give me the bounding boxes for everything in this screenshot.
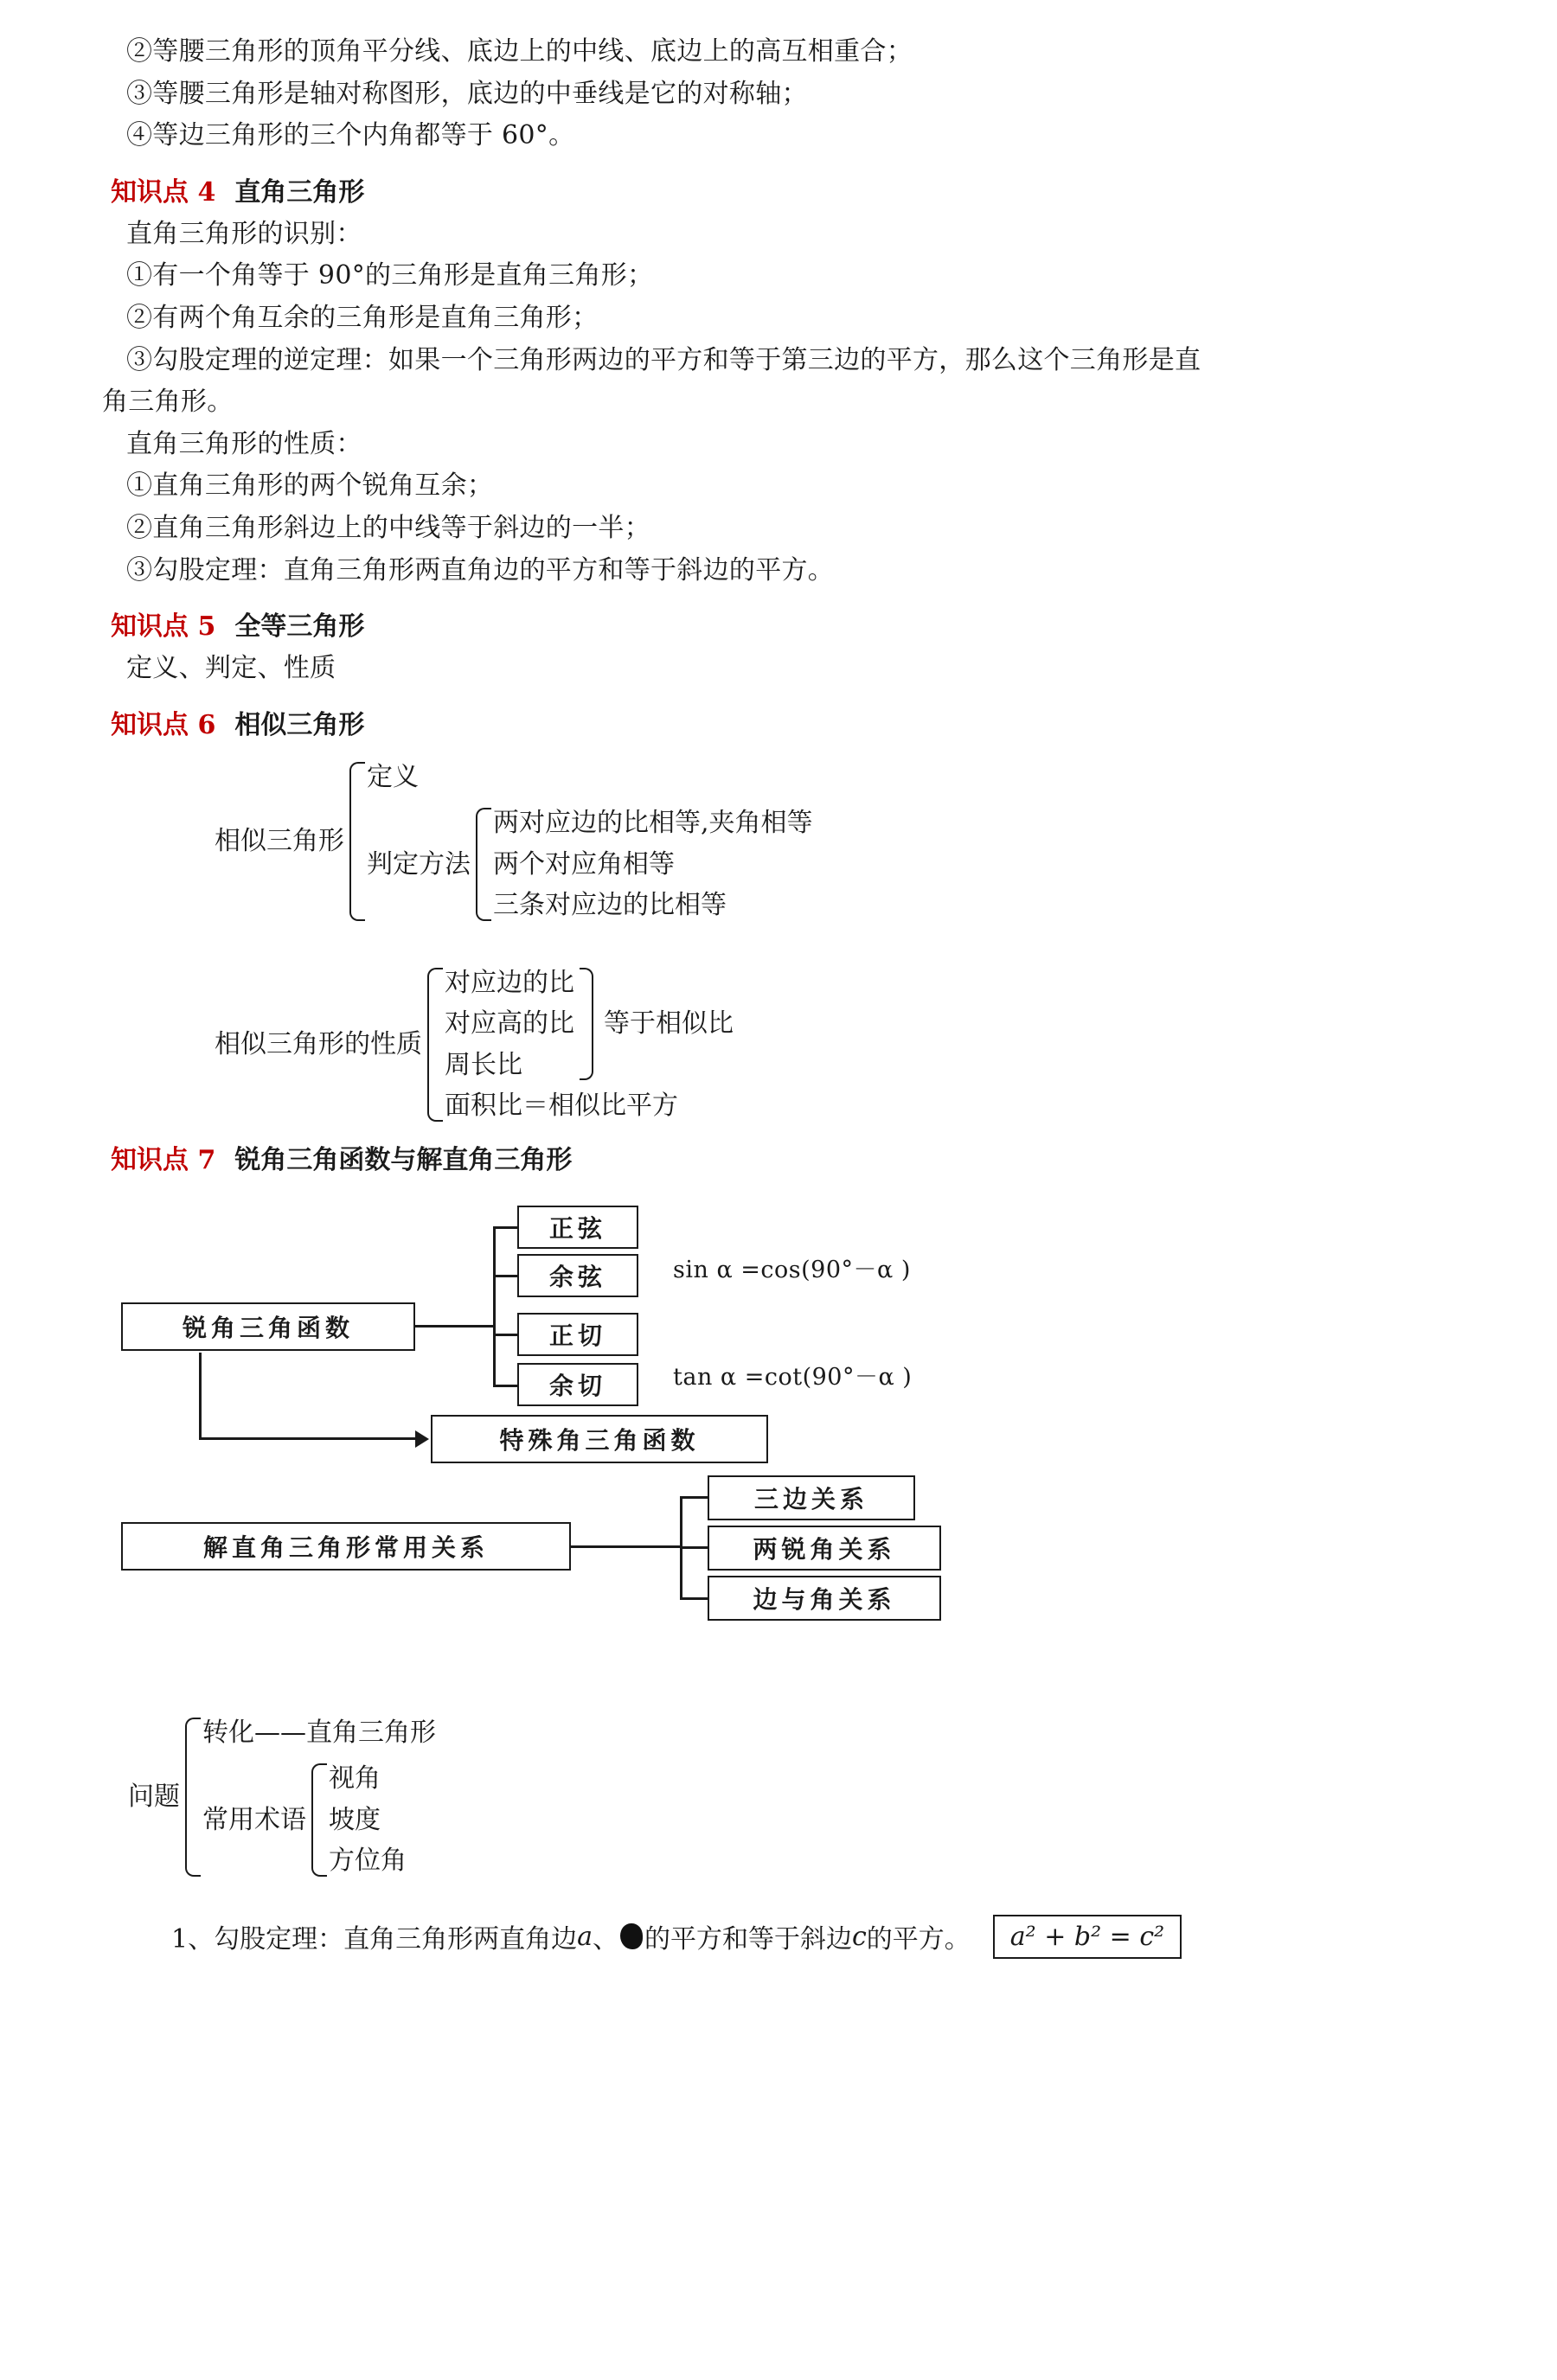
- body-line: ①有一个角等于 90°的三角形是直角三角形；: [126, 260, 654, 291]
- pythagorean-suffix: 的平方。: [866, 1924, 971, 1955]
- flow-node-solve-relations: 解直角三角形常用关系: [121, 1522, 571, 1571]
- kp4-title: 直角三角形: [234, 176, 365, 208]
- pythagorean-mid: 、: [592, 1924, 618, 1955]
- question-diagram: [102, 1714, 1455, 1880]
- flow-node-tangent: 正切: [517, 1313, 638, 1356]
- diagram-item: 两对应边的比相等,夹角相等: [493, 808, 813, 839]
- question-item: 方位角: [329, 1846, 407, 1877]
- kp6-title: 相似三角形: [234, 709, 365, 740]
- body-line: ②有两个角互余的三角形是直角三角形；: [126, 302, 599, 333]
- flow-node-side-angle: 边与角关系: [708, 1576, 941, 1621]
- flow-connector: [493, 1334, 519, 1336]
- flow-connector: [199, 1353, 202, 1439]
- flow-connector: [571, 1545, 682, 1548]
- variable-c: c: [851, 1921, 867, 1952]
- flow-node-sine: 正弦: [517, 1206, 638, 1249]
- flow-connector: [493, 1226, 496, 1387]
- flow-node-three-sides: 三边关系: [708, 1475, 915, 1520]
- section-heading-kp7: [102, 1141, 1455, 1180]
- pythagorean-line: [102, 1915, 1455, 1959]
- body-line: 定义、判定、性质: [126, 653, 336, 684]
- flow-node-cosine: 余弦: [517, 1254, 638, 1297]
- body-line: ②等腰三角形的顶角平分线、底边上的中线、底边上的高互相重合；: [126, 36, 913, 67]
- similar-triangle-properties-diagram: [102, 964, 1455, 1125]
- diagram-root-label: 相似三角形的性质: [215, 1028, 422, 1059]
- flow-node-root: 锐角三角函数: [121, 1302, 415, 1351]
- question-item: 转化——直角三角形: [202, 1717, 436, 1748]
- similar-triangle-diagram: [102, 758, 1455, 924]
- arrow-icon: [415, 1430, 429, 1448]
- brace-icon: [182, 1714, 201, 1880]
- section-heading-kp6: [102, 706, 1455, 745]
- brace-icon: [424, 964, 443, 1125]
- diagram-sub-label: 判定方法: [367, 848, 471, 880]
- diagram-item: 三条对应边的比相等: [493, 890, 727, 921]
- diagram-item: 面积比＝相似比平方: [445, 1091, 678, 1122]
- kp5-tag: 知识点 5: [111, 611, 216, 643]
- brace-icon: [308, 1760, 327, 1880]
- section-heading-kp4: [102, 173, 1455, 212]
- flow-connector: [415, 1325, 495, 1328]
- kp6-tag: 知识点 6: [111, 709, 216, 740]
- flow-connector: [680, 1597, 709, 1600]
- flow-connector: [493, 1385, 519, 1387]
- kp7-title: 锐角三角函数与解直角三角形: [234, 1144, 573, 1175]
- question-sub-label: 常用术语: [202, 1804, 306, 1835]
- formula-sine-cosine: sin α =cos(90°－α ): [673, 1256, 911, 1283]
- diagram-item: 定义: [367, 761, 419, 792]
- section-heading-kp5: [102, 607, 1455, 646]
- pythagorean-equation: a² + b² = c²: [993, 1915, 1182, 1959]
- flow-connector: [680, 1496, 709, 1499]
- diagram-item: 对应边的比: [445, 967, 574, 998]
- question-item: 视角: [329, 1763, 381, 1795]
- diagram-item: 对应高的比: [445, 1008, 574, 1040]
- brace-icon: [472, 804, 491, 924]
- flow-connector: [680, 1546, 709, 1549]
- kp5-title: 全等三角形: [234, 611, 365, 643]
- flow-node-special-angles: 特殊角三角函数: [431, 1415, 768, 1463]
- body-line: 直角三角形的识别：: [126, 218, 362, 249]
- brace-icon: [346, 758, 365, 924]
- kp7-tag: 知识点 7: [111, 1144, 216, 1175]
- brace-icon: [580, 964, 597, 1084]
- body-line: ④等边三角形的三个内角都等于 60°。: [126, 120, 575, 151]
- body-line: 直角三角形的性质：: [126, 428, 362, 459]
- flow-connector: [199, 1437, 417, 1440]
- flow-node-two-acute-angles: 两锐角关系: [708, 1526, 941, 1571]
- diagram-item: 两个对应角相等: [493, 848, 675, 880]
- formula-tangent-cotangent: tan α =cot(90°－α ): [673, 1363, 913, 1391]
- body-line: 角三角形。: [102, 387, 234, 418]
- body-line: ③勾股定理：直角三角形两直角边的平方和等于斜边的平方。: [126, 554, 835, 585]
- pythagorean-prefix: 1、勾股定理：直角三角形两直角边: [171, 1924, 578, 1955]
- question-item: 坡度: [329, 1804, 381, 1835]
- variable-a: a: [577, 1921, 593, 1952]
- trig-flow-chart: [102, 1200, 1455, 1685]
- body-line: ③勾股定理的逆定理：如果一个三角形两边的平方和等于第三边的平方，那么这个三角形是直: [126, 344, 1201, 375]
- flow-connector: [493, 1226, 519, 1229]
- body-line: ①直角三角形的两个锐角互余；: [126, 470, 494, 502]
- diagram-root-label: 相似三角形: [215, 825, 344, 856]
- question-root-label: 问题: [128, 1781, 180, 1812]
- kp4-tag: 知识点 4: [111, 176, 216, 208]
- diagram-item: 周长比: [445, 1049, 522, 1080]
- flow-node-cotangent: 余切: [517, 1363, 638, 1406]
- flow-connector: [493, 1275, 519, 1277]
- body-line: ③等腰三角形是轴对称图形，底边的中垂线是它的对称轴；: [126, 78, 808, 109]
- ink-blob-icon: [620, 1923, 643, 1949]
- pythagorean-after-blob: 的平方和等于斜边: [644, 1924, 852, 1955]
- diagram-note: 等于相似比: [604, 1008, 734, 1040]
- body-line: ②直角三角形斜边上的中线等于斜边的一半；: [126, 512, 650, 543]
